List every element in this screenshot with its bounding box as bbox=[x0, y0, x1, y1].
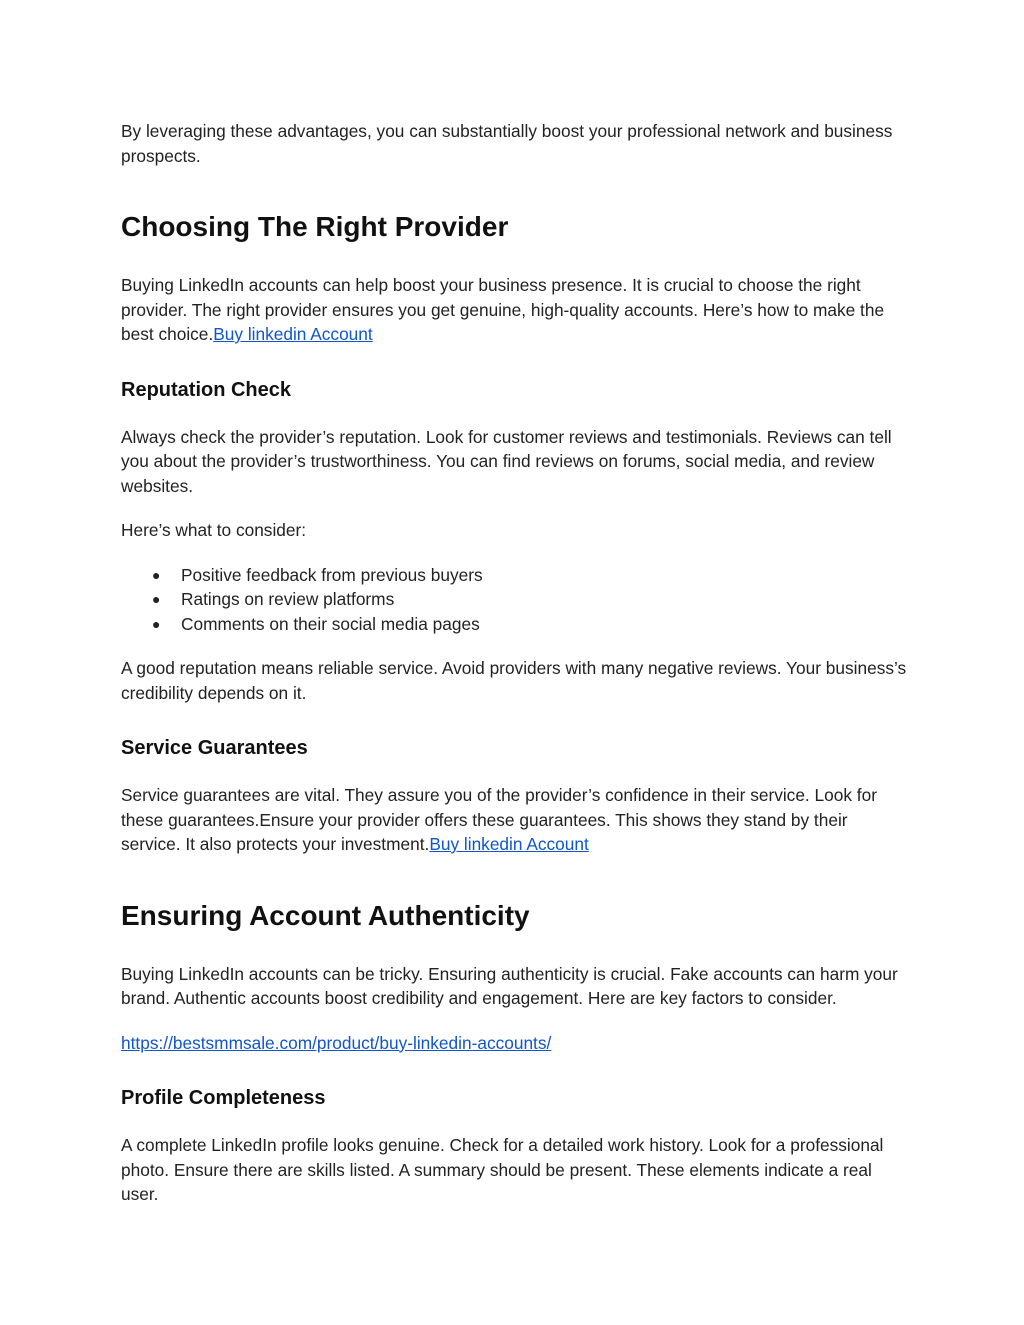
heading-choosing-provider: Choosing The Right Provider bbox=[121, 211, 509, 242]
buy-linkedin-link-2[interactable]: Buy linkedin Account bbox=[429, 834, 589, 854]
list-item: ● Ratings on review platforms bbox=[121, 587, 911, 612]
product-url-link[interactable]: https://bestsmmsale.com/product/buy-linkedin-accounts/ bbox=[121, 1032, 552, 1053]
list-item: ● Positive feedback from previous buyers bbox=[121, 563, 911, 588]
consider-paragraph: Here’s what to consider: bbox=[121, 520, 307, 540]
list-item: ● Comments on their social media pages bbox=[121, 612, 911, 637]
choosing-paragraph bbox=[121, 273, 911, 347]
good-reputation-paragraph: A good reputation means reliable service. Avoid providers with many negative reviews. Your business’s credibility depends on it. bbox=[121, 658, 907, 703]
intro-paragraph: By leveraging these advantages, you can substantially boost your professional network and business prospects. bbox=[121, 121, 893, 166]
url-paragraph bbox=[121, 1031, 911, 1056]
bullet-icon: ● bbox=[152, 591, 161, 607]
heading-reputation-check: Reputation Check bbox=[121, 378, 292, 401]
heading-account-authenticity: Ensuring Account Authenticity bbox=[121, 899, 530, 931]
heading-profile-completeness: Profile Completeness bbox=[121, 1087, 326, 1109]
consider-list bbox=[121, 563, 911, 637]
reputation-paragraph: Always check the provider’s reputation. Look for customer reviews and testimonials. Reviews can tell you about the provider’s trustworthiness. You can find reviews on forums, social media, and review websites. bbox=[121, 426, 892, 496]
choosing-text: Buying LinkedIn accounts can help boost your business presence. It is crucial to choose the right provider. The right provider ensures you get genuine, high-quality accounts. Here’s how to make the best choice. bbox=[121, 275, 885, 344]
guarantees-text: Service guarantees are vital. They assure you of the provider’s confidence in their service. Look for these guarantees.Ensure your provider offers these guarantees. This shows they stand by their service. It also protects your investment. bbox=[121, 785, 877, 854]
buy-linkedin-link-1[interactable]: Buy linkedin Account bbox=[213, 324, 373, 344]
profile-paragraph: A complete LinkedIn profile looks genuine. Check for a detailed work history. Look for a professional photo. Ensure there are skills listed. A summary should be present. These elements indicate a real user. bbox=[121, 1135, 884, 1204]
heading-service-guarantees: Service Guarantees bbox=[121, 737, 308, 759]
bullet-icon: ● bbox=[152, 566, 161, 583]
document-page bbox=[121, 119, 911, 1207]
authenticity-paragraph: Buying LinkedIn accounts can be tricky. Ensuring authenticity is crucial. Fake accounts can harm your brand. Authentic accounts boost credibility and engagement. Here are key factors to consider. bbox=[121, 963, 898, 1008]
guarantees-paragraph bbox=[121, 783, 911, 857]
bullet-icon: ● bbox=[152, 615, 161, 632]
